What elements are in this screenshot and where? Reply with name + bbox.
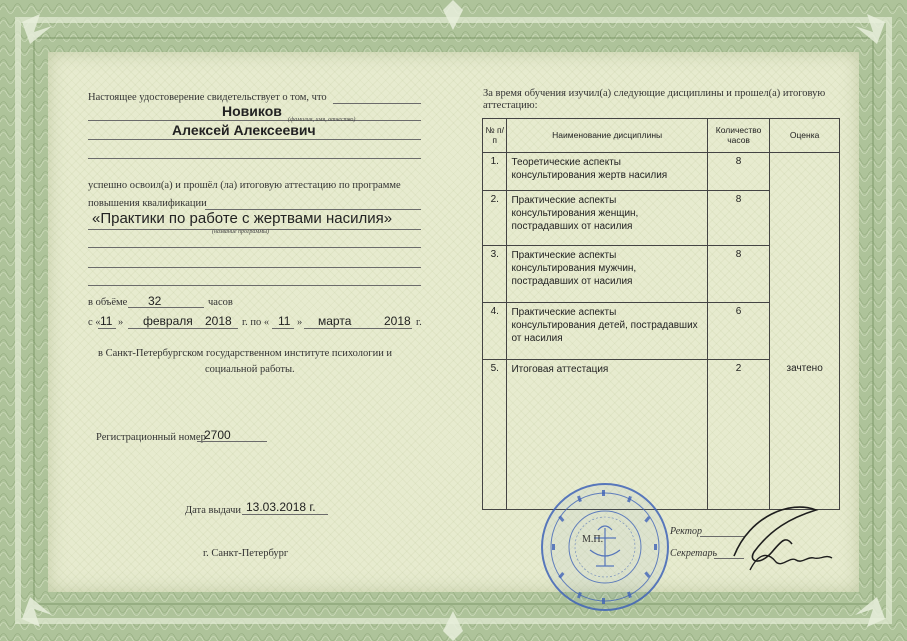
institute-line1: в Санкт-Петербургском государственном институте психологии и [98,348,393,359]
year-suffix: г. [416,317,422,328]
rule [88,267,421,268]
header-grade: Оценка [770,119,840,153]
from-month: февраля [143,314,193,328]
city: г. Санкт-Петербург [203,548,289,559]
rule [88,285,421,286]
right-intro-line2: аттестацию: [483,100,538,111]
row-grade: зачтено [786,363,823,374]
to-year: 2018 [384,314,411,328]
completed-text: успешно освоил(а) и прошёл (ла) итоговую аттестацию по программе [88,180,401,191]
row-name: Практические аспекты консультирования мужчин, пострадавших от насилия [507,246,707,303]
to-month: марта [318,314,352,328]
rector-label: Ректор [670,526,702,537]
to-day: 11 [278,314,291,328]
header-num: № п/п [483,119,507,153]
row-name: Практические аспекты консультирования детей, пострадавших от насилия [507,303,707,360]
rule [304,328,412,329]
header-name: Наименование дисциплины [507,119,707,153]
table-header [483,119,840,153]
rule [88,139,421,140]
rule [128,328,238,329]
row-hours: 8 [707,153,769,191]
stamp-label: М.П. [582,534,604,545]
quote-close: » [297,317,303,328]
row-hours: 8 [707,191,769,246]
rule [272,328,294,329]
institute-line2: социальной работы. [205,364,295,375]
row-name: Практические аспекты консультирования женщин, пострадавших от насилия [507,191,707,246]
row-num: 5. [483,360,507,510]
surname: Новиков [222,103,282,119]
name-caption: (фамилия, имя, отчество) [288,117,356,123]
given-names: Алексей Алексеевич [172,122,316,138]
hours-label: часов [208,297,233,308]
quote-close: » [118,317,124,328]
row-name: Теоретические аспекты консультирования жертв насилия [507,153,707,191]
rule [98,328,116,329]
rule [88,158,421,159]
row-name: Итоговая аттестация [507,360,707,510]
rule [242,514,328,515]
table-row [483,153,840,191]
issue-value: 13.03.2018 г. [246,500,316,514]
row-hours: 2 [707,360,769,510]
volume-value: 32 [148,294,162,308]
signature [720,496,840,576]
reg-value: 2700 [204,428,231,442]
row-num: 4. [483,303,507,360]
rule [197,441,267,442]
row-num: 3. [483,246,507,303]
rule [333,103,421,104]
row-hours: 8 [707,246,769,303]
program-name: «Практики по работе с жертвами насилия» [92,210,393,227]
from-year: 2018 [205,314,232,328]
volume-label: в объёме [88,297,128,308]
from-prefix: с « [88,317,101,328]
header-hours: Количество часов [707,119,769,153]
program-caption: (название программы) [212,229,270,235]
right-intro-line1: За время обучения изучил(а) следующие дисциплины и прошел(а) итоговую [483,88,826,99]
disciplines-table [482,118,840,510]
issue-label: Дата выдачи [185,505,242,516]
reg-label: Регистрационный номер [96,432,206,443]
rule [88,120,421,121]
row-num: 1. [483,153,507,191]
secretary-label: Секретарь [670,548,718,559]
row-num: 2. [483,191,507,246]
grade-column [770,153,840,510]
year-suffix: г. по « [242,317,270,328]
from-day: 11 [100,314,113,328]
qualification-text: повышения квалификации [88,198,207,209]
row-hours: 6 [707,303,769,360]
rule [128,307,204,308]
rule [88,247,421,248]
intro-text: Настоящее удостоверение свидетельствует о том, что [88,92,327,103]
official-stamp [538,480,672,614]
